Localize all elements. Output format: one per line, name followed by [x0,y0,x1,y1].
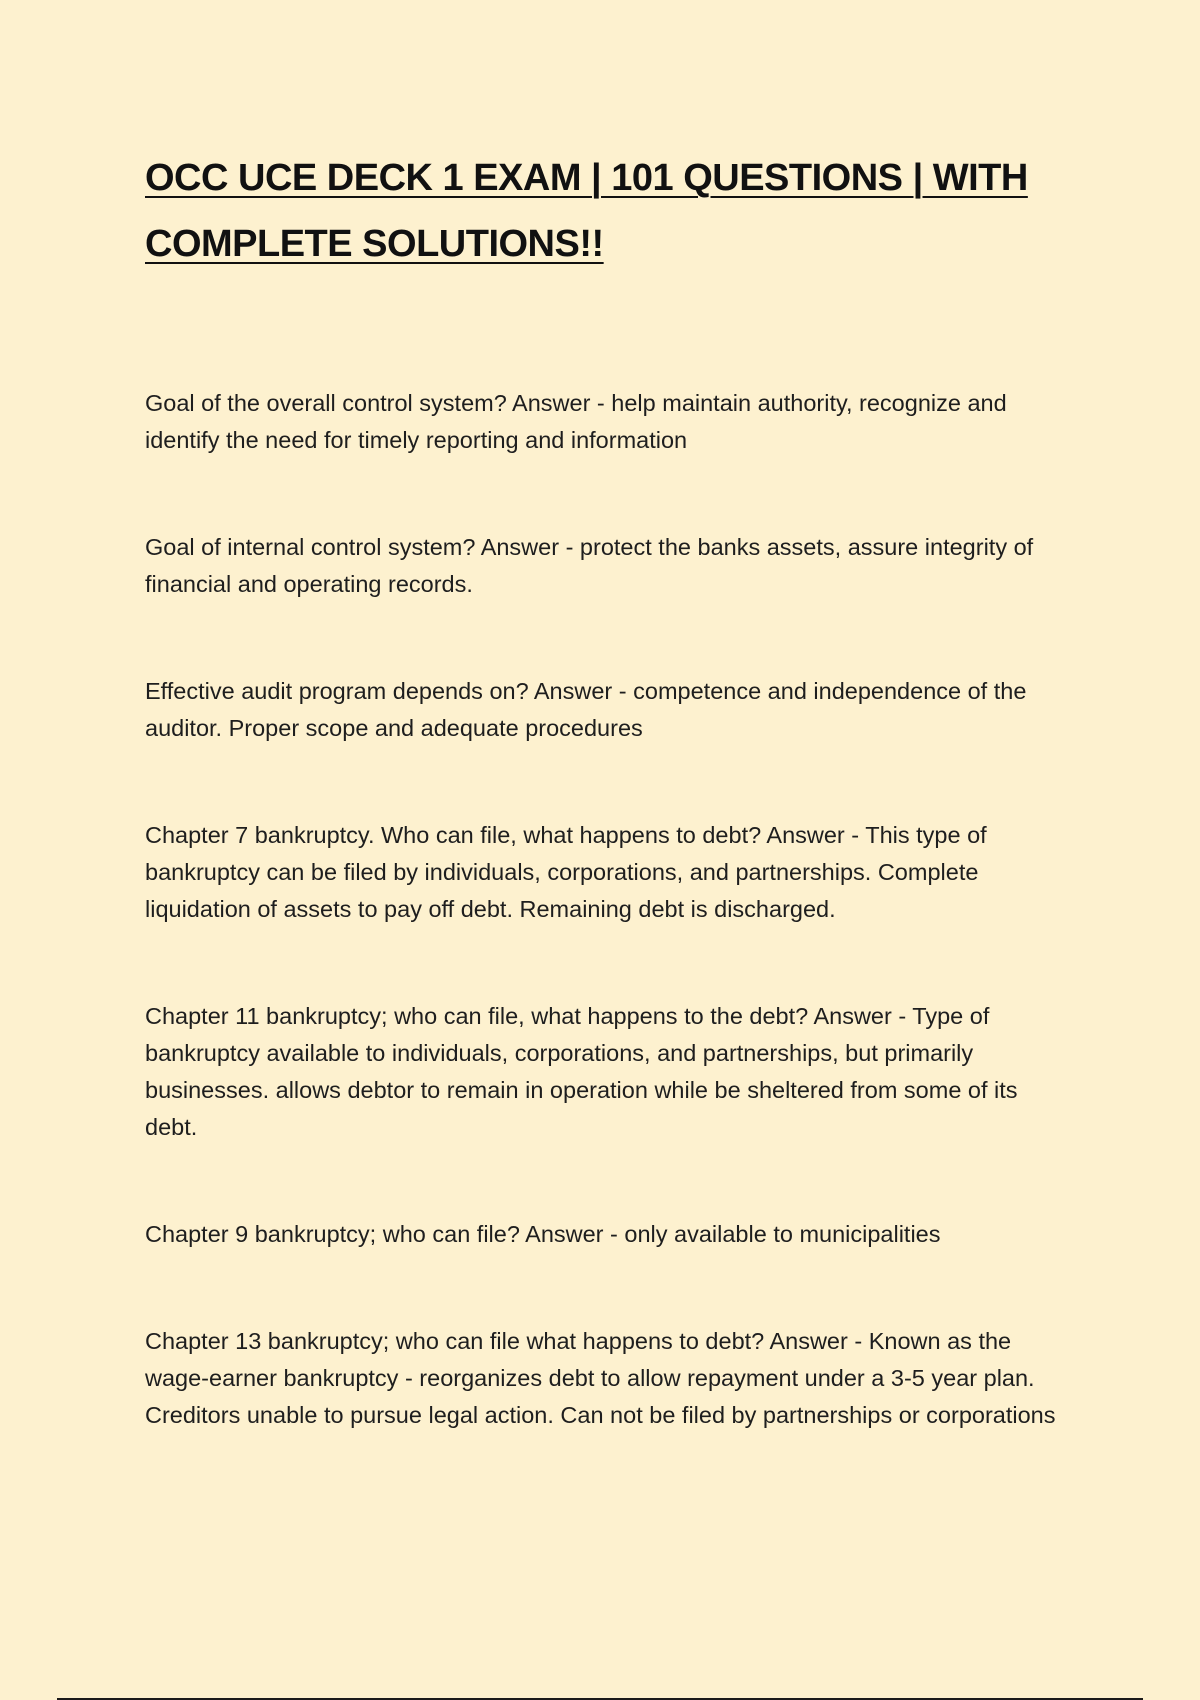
document-title: OCC UCE DECK 1 EXAM | 101 QUESTIONS | WITH COMPLETE SOLUTIONS!! [145,157,1028,265]
question-item-7: Chapter 13 bankruptcy; who can file what happens to debt? Answer - Known as the wage-earner bankruptcy - reorganizes debt to allow repayment under a 3-5 year plan. Creditors unable to pursue legal action. Can not be filed by partnerships or corporations [145,1328,1056,1428]
question-item-4: Chapter 7 bankruptcy. Who can file, what happens to debt? Answer - This type of bankruptcy can be filed by individuals, corporations, and partnerships. Complete liquidation of assets to pay off debt. Remaining debt is discharged. [145,822,987,922]
question-list [145,385,1065,1434]
question-item-2: Goal of internal control system? Answer - protect the banks assets, assure integrity of financial and operating records. [145,534,1034,597]
question-item-3: Effective audit program depends on? Answer - competence and independence of the auditor. Proper scope and adequate procedures [145,678,1027,741]
question-item-6: Chapter 9 bankruptcy; who can file? Answer - only available to municipalities [145,1221,941,1247]
question-item-1: Goal of the overall control system? Answer - help maintain authority, recognize and identify the need for timely reporting and information [145,390,1007,453]
question-item-5: Chapter 11 bankruptcy; who can file, what happens to the debt? Answer - Type of bankruptcy available to individuals, corporations, and partnerships, but primarily businesses. allows debtor to remain in operation while be sheltered from some of its debt. [145,1003,1018,1140]
document-body [145,145,1065,1504]
